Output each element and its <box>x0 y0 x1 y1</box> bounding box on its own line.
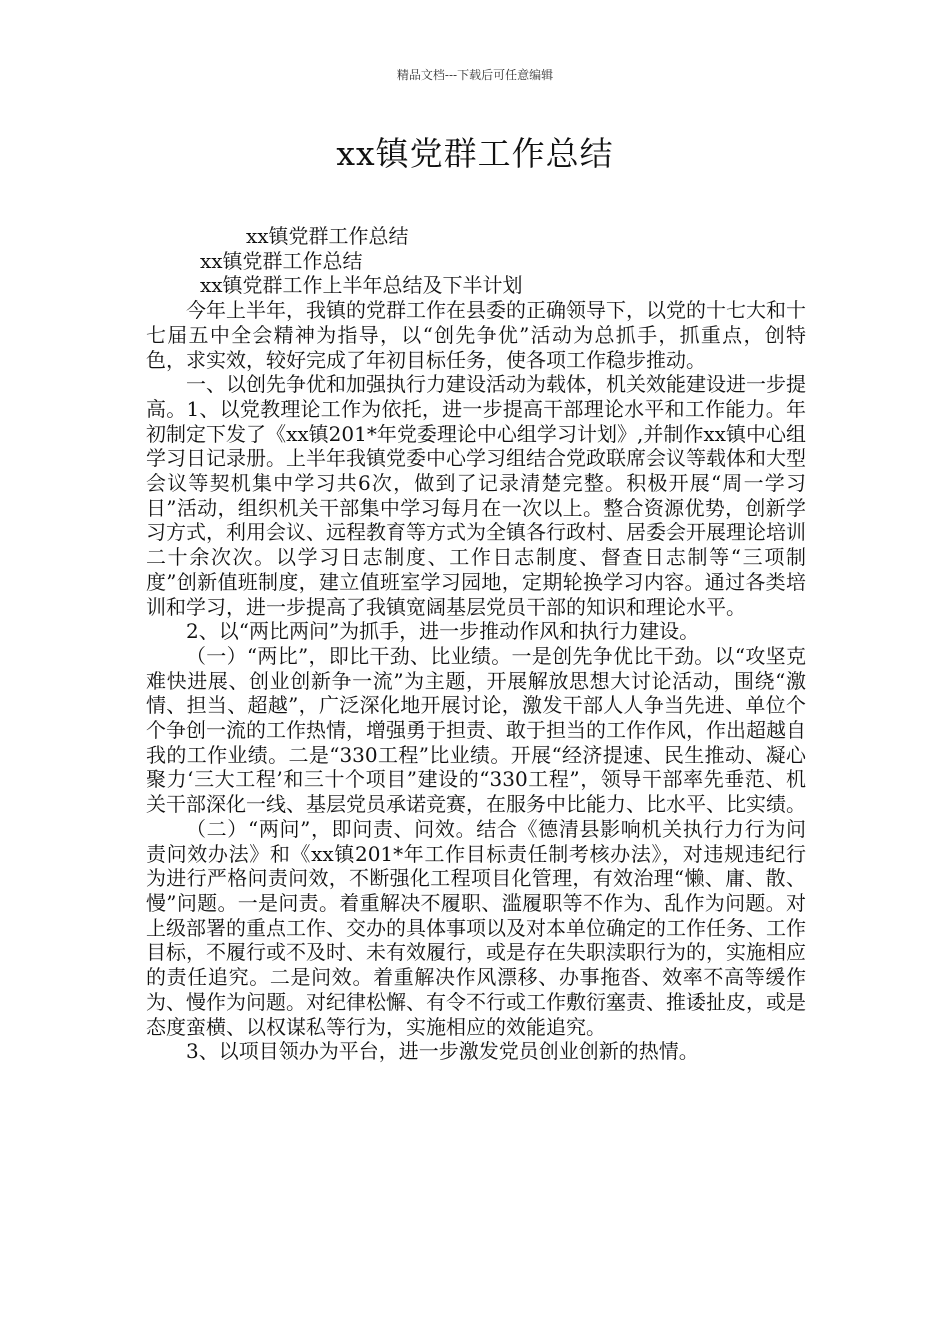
body-paragraph: 今年上半年，我镇的党群工作在县委的正确领导下，以党的十七大和十七届五中全会精神为指导，以“创先争优”活动为总抓手，抓重点，创特色，求实效，较好完成了年初目标任务，使各项工作稳步推动。 <box>146 298 806 372</box>
body-paragraph: （一）“两比”，即比干劲、比业绩。一是创先争优比干劲。以“攻坚克难快进展、创业创新争一流”为主题，开展解放思想大讨论活动，围绕“激情、担当、超越”，广泛深化地开展讨论，激发干部人人争当先进、单位个个争创一流的工作热情，增强勇于担责、敢于担当的工作作风，作出超越自我的工作业绩。二是“330工程”比业绩。开展“经济提速、民生推动、凝心聚力‘三大工程’和三十个项目”建设的“330工程”，领导干部率先垂范、机关干部深化一线、基层党员承诺竞赛，在服务中比能力、比水平、比实绩。 <box>146 643 806 817</box>
body-paragraph: （二）“两问”，即问责、问效。结合《德清县影响机关执行力行为问责问效办法》和《xx镇201*年工作目标责任制考核办法》，对违规违纪行为进行严格问责问效，不断强化工程项目化管理，有效治理“懒、庸、散、慢”问题。一是问责。着重解决不履职、滥履职等不作为、乱作为问题。对上级部署的重点工作、交办的具体事项以及对本单位确定的工作任务、工作目标，不履行或不及时、未有效履行，或是存在失职渎职行为的，实施相应的责任追究。二是问效。着重解决作风漂移、办事拖沓、效率不高等缓作为、慢作为问题。对纪律松懈、有令不行或工作敷衍塞责、推诿扯皮，或是态度蛮横、以权谋私等行为，实施相应的效能追究。 <box>146 816 806 1039</box>
heading-line: xx镇党群工作上半年总结及下半计划 <box>200 273 523 298</box>
document-body <box>146 224 806 1064</box>
heading-line: xx镇党群工作总结 <box>200 248 363 273</box>
body-paragraph: 一、以创先争优和加强执行力建设活动为载体，机关效能建设进一步提高。1、以党教理论工作为依托，进一步提高干部理论水平和工作能力。年初制定下发了《xx镇201*年党委理论中心组学习计划》,并制作xx镇中心组学习日记录册。上半年我镇党委中心学习组结合党政联席会议等载体和大型会议等契机集中学习共6次，做到了记录清楚完整。积极开展“周一学习日”活动，组织机关干部集中学习每月在一次以上。整合资源优势，创新学习方式，利用会议、远程教育等方式为全镇各行政村、居委会开展理论培训二十余次次。以学习日志制度、工作日志制度、督查日志制等“三项制度”创新值班制度，建立值班室学习园地，定期轮换学习内容。通过各类培训和学习，进一步提高了我镇宽阔基层党员干部的知识和理论水平。 <box>146 372 806 619</box>
heading-line: xx镇党群工作总结 <box>246 224 409 248</box>
document-title: xx镇党群工作总结 <box>336 134 614 173</box>
page-header-note: 精品文档---下载后可任意编辑 <box>396 68 554 82</box>
body-paragraph: 2、以“两比两问”为抓手，进一步推动作风和执行力建设。 <box>186 619 700 644</box>
body-paragraph: 3、以项目领办为平台，进一步激发党员创业创新的热情。 <box>186 1039 699 1064</box>
